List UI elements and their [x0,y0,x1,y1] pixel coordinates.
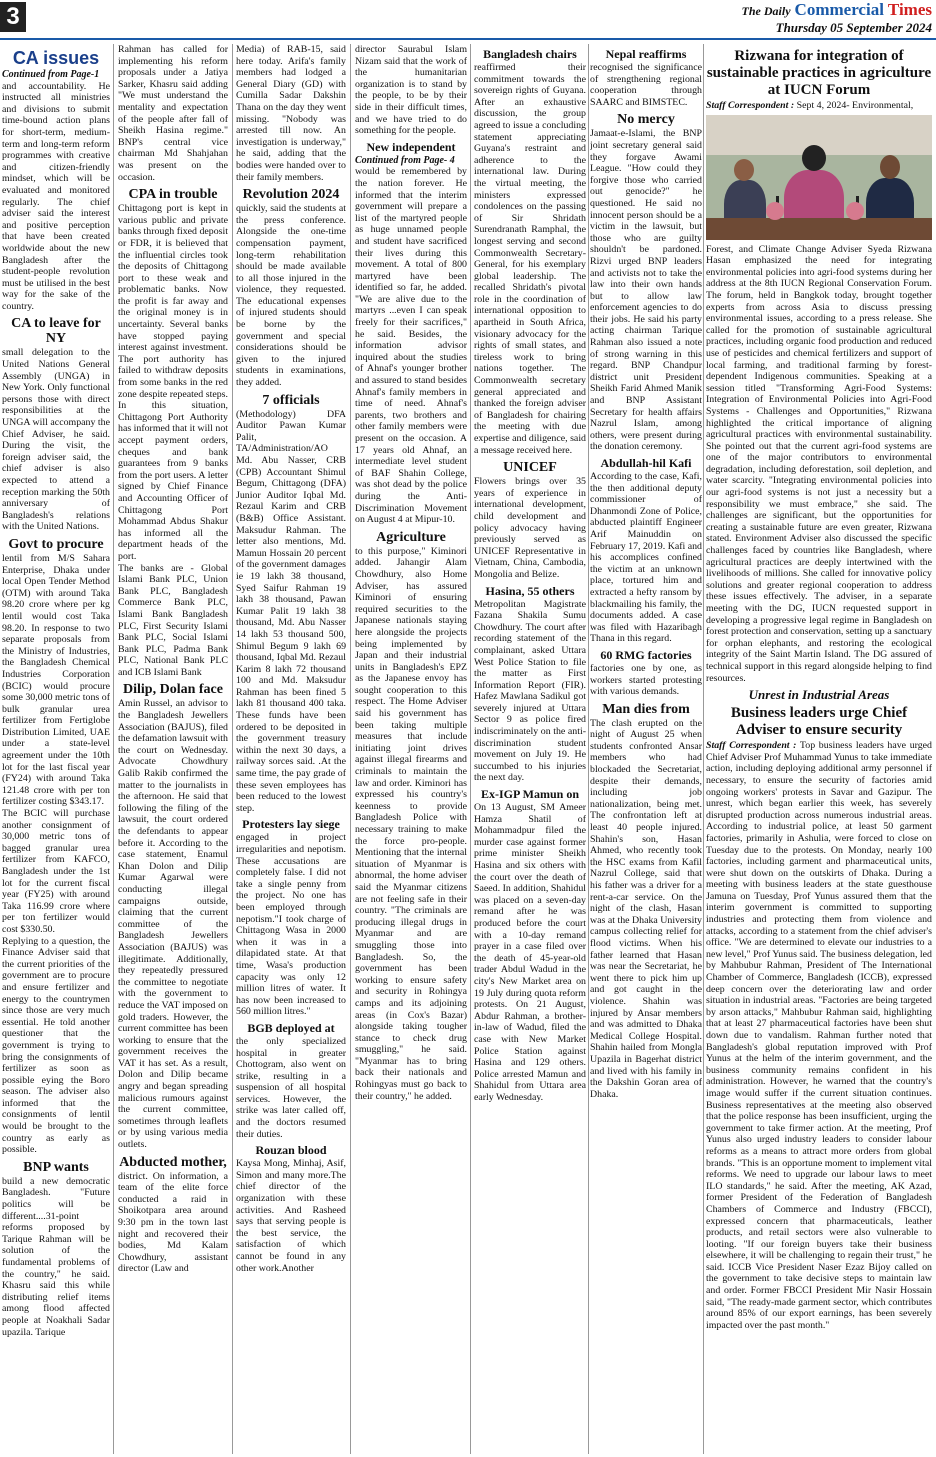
article-text: factories one by one, as workers started protesting with various demands. [590,662,702,698]
column-divider [470,44,471,1454]
headline-rouzan-blood: Rouzan blood [255,1143,327,1158]
article-body: Top business leaders have urged Chief Adviser Prof Muhammad Yunus to take immediate action, including deploying additional army personnel if necessary, to ensure the security of factories amid ongoing workers' protests in Savar and Gazipur. The unrest, which began earlier this week, has severely disrupted production across numerous industrial areas. According to industrial police, at least 50 garment factories, primarily in Ashulia, were forced to close on Tuesday due to the protests. On Monday, nearly 100 factories, including garment and pharmaceutical units, were shut down on the outskirts of Dhaka. During a meeting with business leaders at the state guesthouse Jamuna on Tuesday, Prof Yunus assured them that the interim government is committed to supporting industries and protecting them from violence and attacks, according to a statement from the chief adviser's office. "We are determined to elevate our industries to a new level," Prof Yunus said. The business delegation, led by Mahbubur Rahman, President of The International Chamber of Commerce, Bangladesh (ICCB), expressed deep concern over the deteriorating law and order situation in industrial areas. "Factories are being targeted by arson attacks," Mahbubur Rahman said, highlighting that at least 27 pharmaceutical factories have been shut down due to vandalism. Rahman further noted that Bangladesh's global reputation improved with Prof Yunus at the helm of the interim government, and the business community remains confident in his administration. However, he warned that the country's image would suffer if the current situation continues. Business representatives at the meeting also observed that the police response has been insufficient, urging the government to take firmer action. At the meeting, Prof Yunus also urged industry leaders to consider labour reforms as a means to attract more orders from global brands. "This is an opportune moment to implement vital reforms. We need to upgrade our labour laws to meet ILO standards," he said. After the meeting, AK Azad, former President of the Federation of Bangladesh Chambers of Commerce and Industry (FBCCI), expressed concern that pharmaceuticals, leather products, and retail sectors were also vulnerable to looting. "If our foreign buyers take their business elsewhere, it will be challenging to regain their trust," he said. ICCB Vice President Naser Ezaz Bijoy called on the government to take decisive steps to maintain law and order. Former FBCCI President Mir Nasir Hossain said, "The ready-made garment sector, which contributes around 85% of our export earnings, has been severely impacted over the past month." [706,740,932,1331]
headline-ex-igp-mamun: Ex-IGP Mamun on [480,787,579,802]
column-1 [2,44,110,1452]
article-text: reaffirmed their commitment towards the sovereign rights of Guyana. After an exhaustive discussion, the group agreed to issue a concluding statement appreciating Guyana's restraint and adherence to the international law. During the virtual meeting, the ministers expressed condolences on the passing of Sir Shridath Surendranath Ramphal, the longest serving and second Commonwealth Secretary-General, for his exemplary global leadership. The recalled Shridath's pivotal role in the coordination of international opposition to apartheid in South Africa, visionary advocacy for the rights of small states, and tireless work to bring nations together. The Commonwealth secretary general appreciated and thanked the foreign adviser of Bangladesh for chairing the meeting with due expertise and diligence, said a message received here. [474,62,586,456]
headline-agriculture: Agriculture [376,529,446,545]
article-text: district. On information, a team of the elite force conducted a raid in Shoikotpara area around 9:30 pm in the town last night and recovered their bodies, Md Kalam Chowdhury, assistant director (Law and [118,1170,228,1275]
article-text: Media) of RAB-15, said here today. Arifa's family members had lodged a General Diary (GD) with Cumilla Sadar Dakshin Thana on the day they went missing. "Nobody was arrested till now. An investigation is underway," he said, adding that the bodies were handed over to their family members. [236,44,346,183]
lead-text: Sept 4, 2024- Environmental, [796,100,914,111]
headline-ca-issues: CA issues [12,48,100,68]
headline-revolution-2024: Revolution 2024 [242,187,340,203]
brand-accent: Times [887,0,932,19]
article-text: the only specialized hospital in greater Chottogram, also went on strike, resulting in a suspension of all hospital services. However, the strike was later called off, and the doctors resumed their duties. [236,1035,346,1140]
issue-date: Thursday 05 September 2024 [775,20,932,35]
headline-ca-ny: CA to leave for NY [11,316,101,347]
headline-nepal-reaffirms: Nepal reaffirms [605,47,687,61]
headline-man-dies: Man dies from [602,701,690,717]
news-photo [706,115,932,240]
article-text: quickly, said the students at the press conference. Alongside the one-time compensation payment, long-term rehabilitation should be made available to all those injured in the violence, they requested. The educational expenses of injured students should be borne by the government and special considerations should be given to the injured students in examinations, they added. [236,203,346,389]
headline-no-mercy: No mercy [617,112,675,128]
headline-60-rmg: 60 RMG factories [600,647,692,662]
article-text: The banks are - Global Islami Bank PLC, Union Bank PLC, Bangladesh Commerce Bank PLC, Islami Bank Bangladesh PLC, First Security Islami Bank PLC, Social Islami Bank PLC, Padma Bank PLC, National Bank PLC and ICB Islami Bank [118,562,228,678]
article-text: Flowers brings over 35 years of experience in international development, child development and policy advocacy having previously served as UNICEF Representative in Vietnam, China, Cambodia, Mongolia and Belize. [474,476,586,580]
headline-govt-procure: Govt to procure [8,536,104,552]
headline-cpa-trouble: CPA in trouble [128,187,218,203]
article-text: Replying to a question, the Finance Adviser said that the current priorities of the government are to procure and ensure fertilizer and energy to the countrymen since those are very much essential. He told another questioner that the government is trying to bring the consignments of fertilizer as soon as possible eying the Boro season. The adviser also informed that the consignments of lentil would be brought to the country as early as possible. [2,935,110,1156]
article-text: On 13 August, SM Ameer Hamza Shatil of Mohammadpur filed the murder case against former prime minister Sheikh Hasina and six others with the court over the death of Saeed. In addition, Shahidul was placed on a seven-day remand after he was produced before the court with a 10-day remand prayer in a case filed over the death of 45-year-old trader Abdul Wadud in the city's New Market area on 19 July during quota reform protests. On 21 August, Abdur Rahman, a brother-in-law of Wadud, filed the case with New Market Police Station against Hasina and 129 others. Police arrested Mamun and Shahidul from Uttara area early Wednesday. [474,802,586,1103]
column-6 [590,44,702,1452]
article-text: and accountability. He instructed all ministries and divisions to submit time-bound action plans for short-term, medium-term and long-term reform programmes with creative and citizen-friendly mindset, which will be evaluated and monitored regularly. The chief adviser said the interest and positive perception that have been created worldwide about the new Bangladesh after the student-people revolution must be utilised in the best way for the sake of the country. [2,80,110,312]
continued-note: Continued from Page- 4 [355,154,455,166]
column-3 [236,44,346,1452]
column-2 [118,44,228,1452]
article-text: would be remembered by the nation forever. He informed that the interim government will prepare a list of the martyred people as huge unnamed people and student have sacrificed their lives during this movement. A total of 800 martyred have been identified so far, he added. "We are alive due to the martyrs ...even I can speak freely for their sacrifices," he said. Besides, the information advisor inquired about the studies of Ahnaf's younger brother and assured to stand besides Ahnaf's family members in time of need. Ahnaf's parents, two brothers and other family members were present on the occasion. A 17 years old Ahnaf, an intermediate level student of BAF Shahin College, was shot dead by the police during the Anti-Discrimination Movement on August 4 at Mipur-10. [355,166,467,526]
article-lead [706,100,932,112]
photo-head [880,155,900,179]
page-number: 3 [0,2,26,32]
column-7 [706,44,932,1452]
article-text: Kaysa Mong, Minhaj, Asif, Simon and many more.The chief director of the organization with these activities. And Rasheed says that serving people is the best service, the satisfaction of which cannot be found in any other work.Another [236,1158,346,1274]
article-text: The BCIC will purchase another consignment of 30,000 metric tons of bagged granular urea fertilizer from KAFCO, Bangladesh under the 1st lot for the current fiscal year (FY25) with around Taka 116.99 crore where per ton fertilizer would cost $330.50. [2,808,110,935]
column-5 [474,44,586,1452]
headline-bnp-wants: BNP wants [23,1159,89,1175]
masthead-rule [0,38,936,40]
photo-head [734,159,754,181]
byline: Staff Correspondent : [706,740,797,752]
section-kicker: Unrest in Industrial Areas [748,687,890,703]
article-text: build a new democratic Bangladesh. "Future politics will be different....31-point reforms proposed by Tarique Rahman will be solution of the fundamental problems of the country," he said. Khasru said this while distributing relief items among flood affected people at Noakhali Sadar upazila. Tarique [2,1175,110,1338]
article-text: engaged in project irregularities and nepotism. These accusations are completely false. I did not take a single penny from the project. No one has been employed through nepotism."I took charge of Chittagong Wasa in 2000 when it was in a dilapidated state. At that time, Wasa's production capacity was only 12 million litres of water. It has now been increased to 560 million litres." [236,832,346,1018]
article-text: Metropolitan Magistrate Fazana Shakila Sumu Chowdhury. The court after recording statement of the complainant, asked Uttara West Police Station to file the matter as First Information Report (FIR). Hafez Mawlana Sadikul got severely injured at Uttara Sector 9 as police fired indiscriminately on the anti-discrimination student movement on July 19. He succumbed to his injuries the next day. [474,598,586,784]
column-divider [588,44,589,1454]
column-divider [350,44,351,1454]
column-divider [232,44,233,1454]
headline-dilip-dolan: Dilip, Dolan face [123,682,223,698]
headline-bgb-deployed: BGB deployed at [247,1020,335,1035]
headline-unicef: UNICEF [503,460,557,476]
article-text-2 [706,740,932,1331]
photo-table [706,218,932,240]
headline-abdullah-kafi: Abdullah-hil Kafi [600,456,692,470]
article-text: The clash erupted on the night of August 25 when students confronted Ansar members who had blockaded the Secretariat, despite their demands, including job nationalization, being met. The confrontation left at least 40 people injured. Shahin's son, Hasan Ahmed, who recently took the HSC exams from Kafil Nazrul College, said that his father was a driver for a rent-a-car service. On the night of the clash, Hasan was at the Dhaka University campus collecting relief for flood victims. When his father learned that Hasan was near the Secretariat, he went there to pick him up and got caught in the violence. Shahin was injured by Ansar members and was admitted to Dhaka Medical College Hospital. Shahin hailed from Mongla Upazila in Bagerhat district and lived with his family in the Dakshin Goran area of Dhaka. [590,717,702,1100]
article-text: Chittagong port is kept in various public and private banks through fixed deposit or FDR, it is believed that the influential circles took the deposits of Chittagong port to these weak and problematic banks. Now the profit is far away and the original money is in uncertainty. Several banks have stopped paying interest against investment. The port authority has failed to withdraw deposits from some banks in the red zone despite repeated steps. In this situation, Chittagong Port Authority has informed that it will not accept payment orders, cheques and bank guarantees from 9 banks from the port users. A letter signed by Chief Finance and Accounting Officer of Chittagong Port Mohammad Abdus Shakur has informed all the department heads of the port. [118,203,228,562]
column-divider [703,44,704,1454]
article-text: recognised the significance of strengthening regional cooperation through SAARC and BIMSTEC. [590,62,702,108]
article-text: small delegation to the United Nations General Assembly (UNGA) in New York. Only functional persons those with direct responsibilities at the UNGA will accompany the Chief Adviser, he said. During the visit, the foreign adviser said, the chief adviser is also expected to attend a reception marking the 50th anniversary of Bangladesh's relations with the United Nations. [2,347,110,533]
brand-the-daily: The Daily [741,4,791,18]
headline-hasina-55: Hasina, 55 others [485,583,575,598]
article-text: Jamaat-e-Islami, the BNP joint secretary general said they forgave Awami League. "How could they forgive those who carried out genocide?" he questioned. He said no innocent person should be a victim in the lawsuit, but those who are guilty shouldn't be pardoned. Rizvi urged BNP leaders and activists not to take the law into their own hands but to allow law enforcement agencies to do their jobs. He said his party acting chairman Tarique Rahman also issued a note of strong warning in this regard. BNP Chandpur district unit President Sheikh Farid Ahmed Manik and BNP Assistant Secretary for health affairs Nazrul Islam, among others, were present during the donation ceremony. [590,128,702,453]
continued-note: Continued from Page-1 [2,69,100,80]
headline-new-independent: New independent [366,139,456,154]
photo-head [802,145,826,171]
masthead [0,0,936,42]
byline: Staff Correspondent : [706,100,795,111]
article-text: According to the case, Kafi, the then additional deputy commissioner of Dhanmondi Zone of Police, abducted plaintiff Engineer Arif Mainuddin on February 17, 2019. Kafi and his accomplices confined the victim at an unknown place, tortured him and extracted a hefty ransom by blackmailing his family, the documents added. A case was filed with Hazaribagh Thana in this regard. [590,471,702,645]
article-text: director Saurabul Islam Nizam said that the work of the humanitarian organization is to stand by the people, to be by their side in their difficult times, and we have tried to do something for the people. [355,44,467,137]
article-text: Rahman has called for implementing his reform proposals under a Jatiya Sarker, Khasru said adding "We must understand the mentality and expectation of the people after fall of Sheikh Hasina regime." BNP's central vice chairman Md Shahjahan was present on the occasion. [118,44,228,183]
flower-icon [766,202,784,220]
article-text: to this purpose," Kiminori added. Jahangir Alam Chowdhury, also Home Adviser, has assured Kiminori of ensuring required securities to the Japanese nationals staying here alongside the projects being implemented by Japan and their industrial units in Bangladesh's EPZ as the Japanese envoy has sought cooperation to this respect. The Home Adviser said his government has been taking multiple measures that include initiating joint drives against illegal firearms and criminals to maintain the law and order. Kiminori has expressed his country's keenness to provide Bangladesh Police with necessary training to make the force pro-people. Mentioning that the internal situation of Myanmar is abnormal, the home adviser said the Myanmar citizens are not feeling safe in their country. "The criminals are producing illegal drugs in Myanmar and are smuggling those into Bangladesh. So, the government has been working to ensure safety and security in Rohingya camps and its adjoining areas (in Cox's Bazar) alongside taking tougher stance to check drug smuggling," he said. "Myanmar has to bring back their nationals and Rohingyas must go back to their country," he added. [355,545,467,1102]
headline-abducted-mother: Abducted mother, [119,1154,227,1170]
article-text: lentil from M/S Sahara Enterprise, Dhaka under local Open Tender Method (OTM) with around Taka 98.20 crore where per kg lentil would cost Taka 98.20. In response to two separate proposals from the Ministry of Industries, the Bangladesh Chemical Industries Corporation (BCIC) would procure some 30,000 metric tons of bulk granular urea fertilizer from Fertiglobe Distribution Limited, UAE under a state-level agreement under the 10th lot for the last fiscal year (FY24) with around Taka 121.48 crore with per ton fertilizer costing $343.17. [2,552,110,808]
brand-name: Commercial [794,0,884,19]
headline-protesters: Protesters lay siege [242,817,340,832]
flower-icon [846,202,864,220]
newspaper-brand [742,0,932,36]
headline-rizwana: Rizwana for integration of sustainable practices in agriculture at IUCN Forum [706,48,932,98]
headline-bangladesh-chairs: Bangladesh chairs [483,47,577,61]
article-text: Amin Russel, an advisor to the Bangladesh Jewellers Association (BAJUS), filed the defamation lawsuit with the court on Wednesday. Advocate Chowdhury Galib Rakib confirmed the matter to the journalists in the afternoon. He said that following the filing of the lawsuit, the court ordered the defendants to appear before it. According to the case statement, Enamul Khan Dolon and Dilip Kumar Agarwal were conducting illegal campaigns outside, claiming that the current committee of the Bangladesh Jewellers Association (BAJUS) was illegitimate. Additionally, they repeatedly pressured the committee to negotiate with the government to reduce the VAT imposed on gold traders. However, the current committee has been working to ensure that the government receives the VAT it has set. As a result, Dolon and Dilip became angry and began spreading malicious rumours against the current committee, sometimes through leaflets or by using various media outlets. [118,698,228,1151]
headline-7-officials: 7 officials [262,392,320,408]
headline-business-leaders: Business leaders urge Chief Adviser to ensure security [730,705,908,739]
column-4 [355,44,467,1452]
article-text: (Methodology) DFA Auditor Pawan Kumar Palit, TA/Administration/AO Md. Abu Nasser, CRB (CPB) Accountant Shimul Begum, Chittagong (DFA) Junior Auditor Iqbal Md. Rezaul Karim and CRB (B&B) Office Assistant. Maksudur Rahman. The letter also mentions, Md. Mamun Hossain 20 percent of the government damages ie 19 lakh 38 thousand, Syed Saifur Rahman 19 lakh 38 thousand, Pawan Kumar Palit 19 lakh 38 thousand, Md. Abu Nasser 14 lakh 53 thousand 500, Shimul Begum 9 lakh 69 thousand, Iqbal Md. Rezaul Karim 8 lakh 72 thousand 100 and Md. Maksudur Rahman has been fined 5 lakh 81 thousand 400 taka. These funds have been ordered to be deposited in the government treasury within the next 30 days, a railway sorces said. .At the same time, the pay grade of these seven employees has been reduced to the lowest step. [236,408,346,814]
article-text: Forest, and Climate Change Adviser Syeda Rizwana Hasan emphasized the need for integrating environmental policies into agri-food systems during her address at the 8th IUCN Regional Conservation Forum. The forum, held in Bangkok today, brought together experts from across Asia to discuss pressing environmental issues, according to a press release. She called for the promotion of sustainable agricultural practices, including organic food production and reduced use of pesticides and chemical fertilizers and support of local farming, and traditional farming by forest-dependent Indigenous communities. Speaking at a session titled "Transforming Agri-Food Systems: Integration of Environmental Policies into Agri-Food Systems - Challenges and Opportunities," Rizwana highlighted the critical importance of aligning agricultural practices with environmental sustainability. She pointed out that the current agri-food systems are one of the major contributors to environmental degradation, including deforestation, soil depletion, and water scarcity. "Integrating environmental policies into our agri-food systems is not just a necessity but a responsibility we must embrace," she said. The challenges are significant, but the opportunities for creating a sustainable future are even greater, Rizwana stated. Environment Adviser also discussed the specific challenges faced by countries like Bangladesh, where agricultural practices are deeply intertwined with the livelihoods of millions. She called for innovative policy solutions and greater regional cooperation to address these issues effectively. The adviser, in a separate meeting with the DG, IUCN requested support in developing a progressive legal regime in Bangladesh on forest protection and conservation, setting up a sanctuary for orphan elephants, and restoring the ecological integrity of the Saint Martin Island. The DG assured of technical support in this regard alongside helping to find resources. [706,243,932,684]
column-divider [113,44,114,1454]
